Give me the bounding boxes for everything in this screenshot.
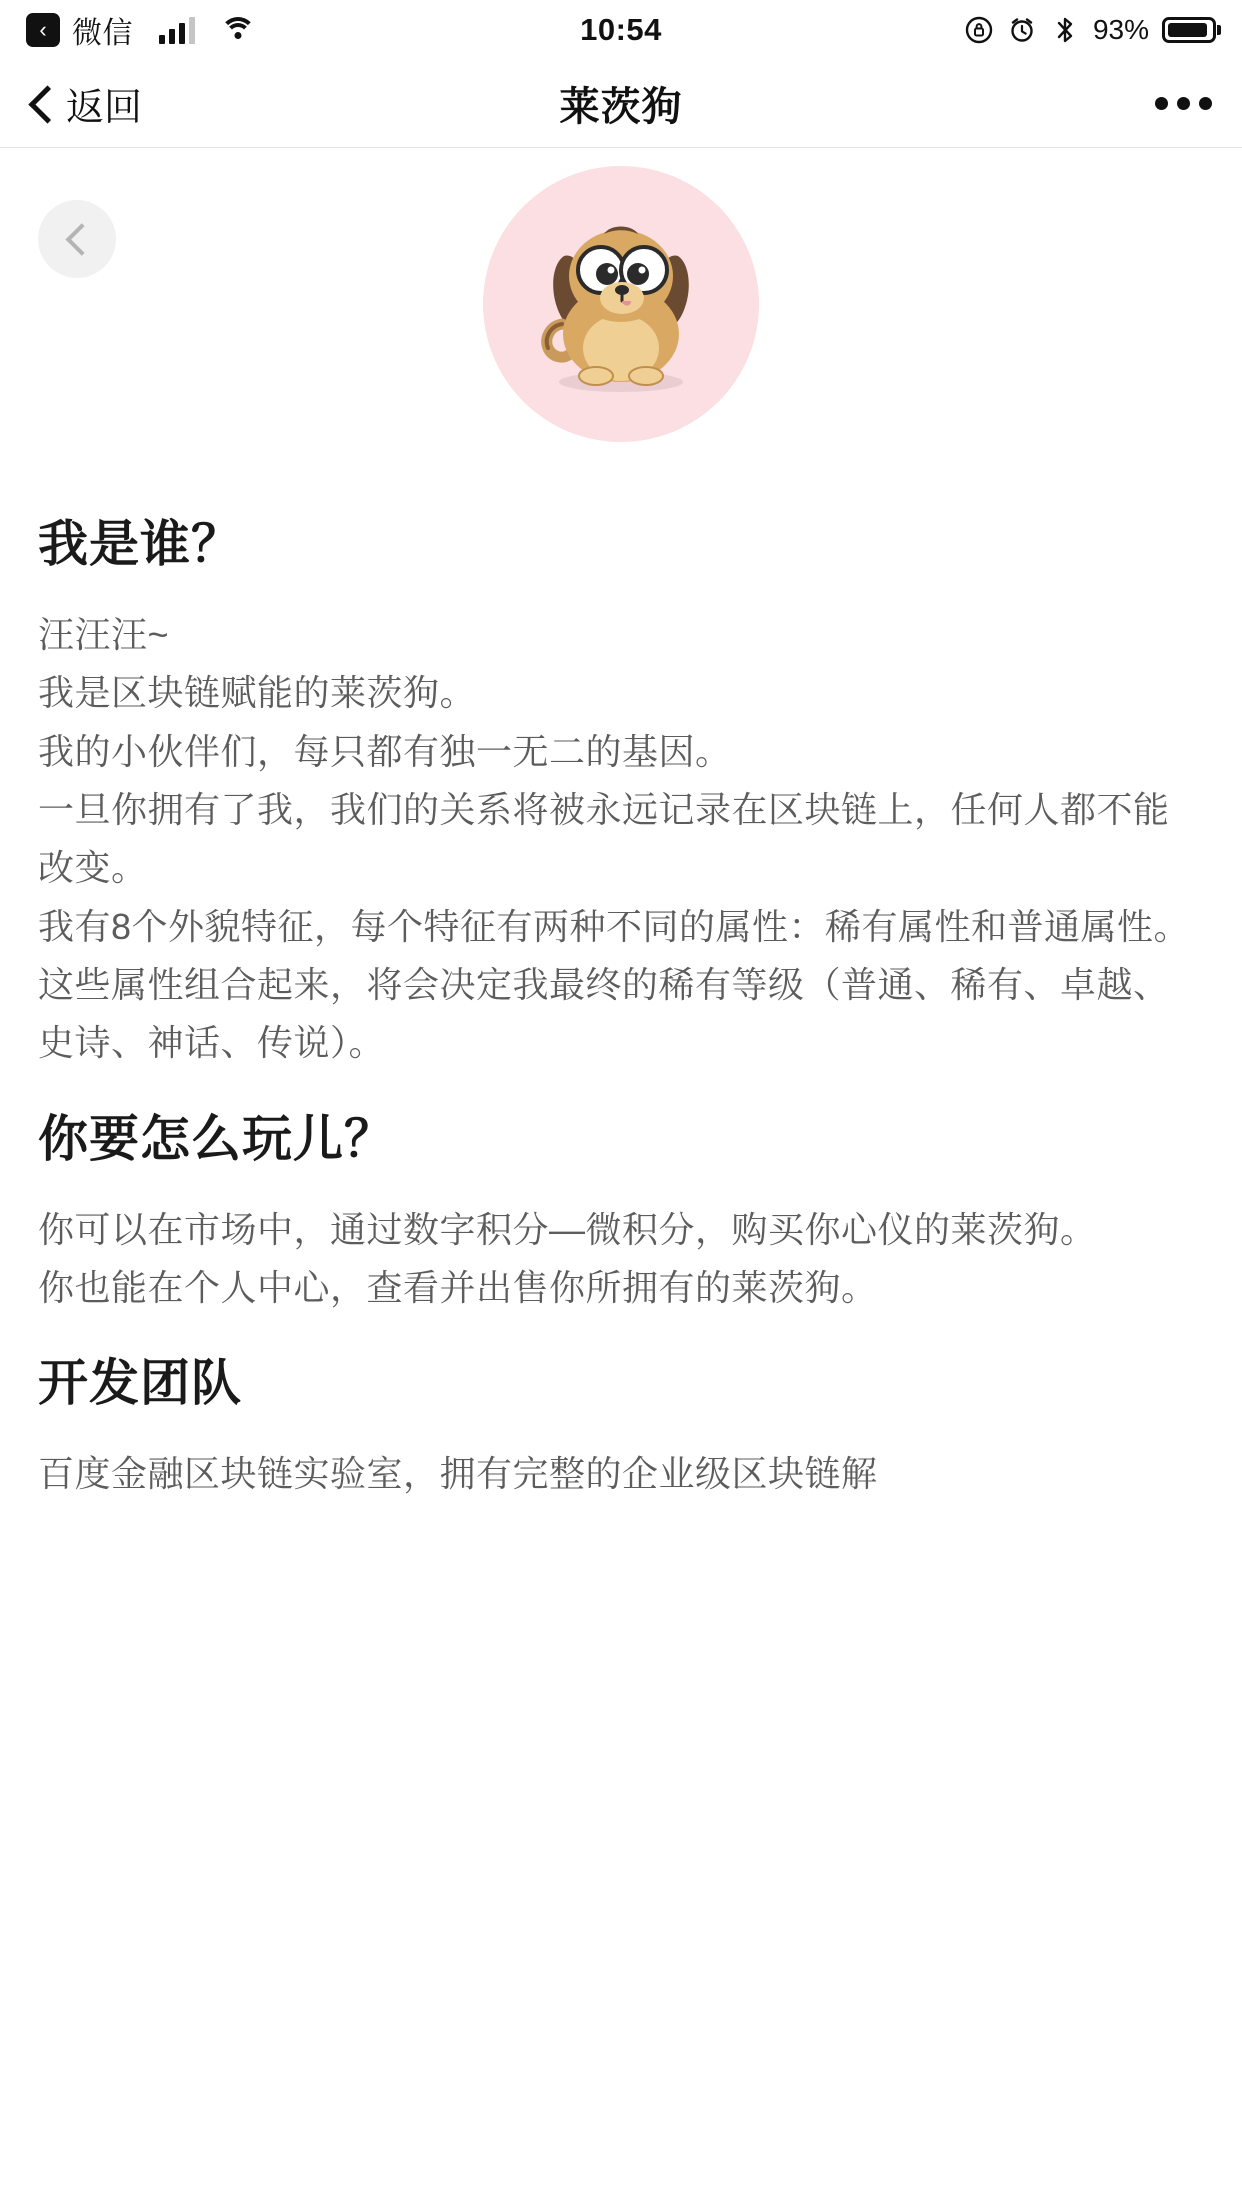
nav-bar — [0, 60, 1242, 148]
status-bar — [0, 0, 1242, 60]
battery-percent-label: 93% — [1092, 14, 1149, 45]
nav-back-label: 返回 — [66, 87, 143, 129]
section-title: 我是谁？ — [38, 516, 242, 572]
section-title: 你要怎么玩儿？ — [38, 1110, 395, 1167]
more-options-icon[interactable] — [1155, 97, 1212, 110]
dog-illustration — [516, 204, 726, 404]
status-bar-app-name: 微信 — [72, 17, 133, 50]
section-paragraph: 你可以在市场中，通过数字积分—微积分，购买你心仪的莱茨狗。 — [38, 1208, 1097, 1250]
section-paragraph: 一旦你拥有了我，我们的关系将被永远记录在区块链上，任何人都不能改变。 — [38, 788, 1170, 889]
back-arrow-icon[interactable]: ‹ — [26, 13, 60, 47]
page-content — [0, 148, 1242, 1503]
section-paragraph: 你也能在个人中心，查看并出售你所拥有的莱茨狗。 — [38, 1266, 878, 1308]
section-paragraph: 我是区块链赋能的莱茨狗。 — [38, 672, 477, 714]
section-paragraph: 我有8个外貌特征，每个特征有两种不同的属性：稀有属性和普通属性。这些属性组合起来，将会决定我最终的稀有等级（普通、稀有、卓越、史诗、神话、传说）。 — [38, 905, 1191, 1064]
status-bar-clock: 10:54 — [580, 12, 662, 47]
hero-section — [38, 148, 1204, 478]
page-title: 莱茨狗 — [559, 85, 683, 129]
section-title: 开发团队 — [38, 1355, 242, 1412]
section-paragraph: 我的小伙伴们，每只都有独一无二的基因。 — [38, 730, 732, 772]
chevron-left-circle-icon[interactable] — [38, 200, 116, 278]
section-paragraph: 百度金融区块链实验室，拥有完整的企业级区块链解 — [38, 1453, 878, 1495]
section-paragraph: 汪汪汪~ — [38, 614, 170, 655]
dog-avatar-icon — [483, 166, 759, 442]
battery-icon — [1162, 17, 1216, 43]
